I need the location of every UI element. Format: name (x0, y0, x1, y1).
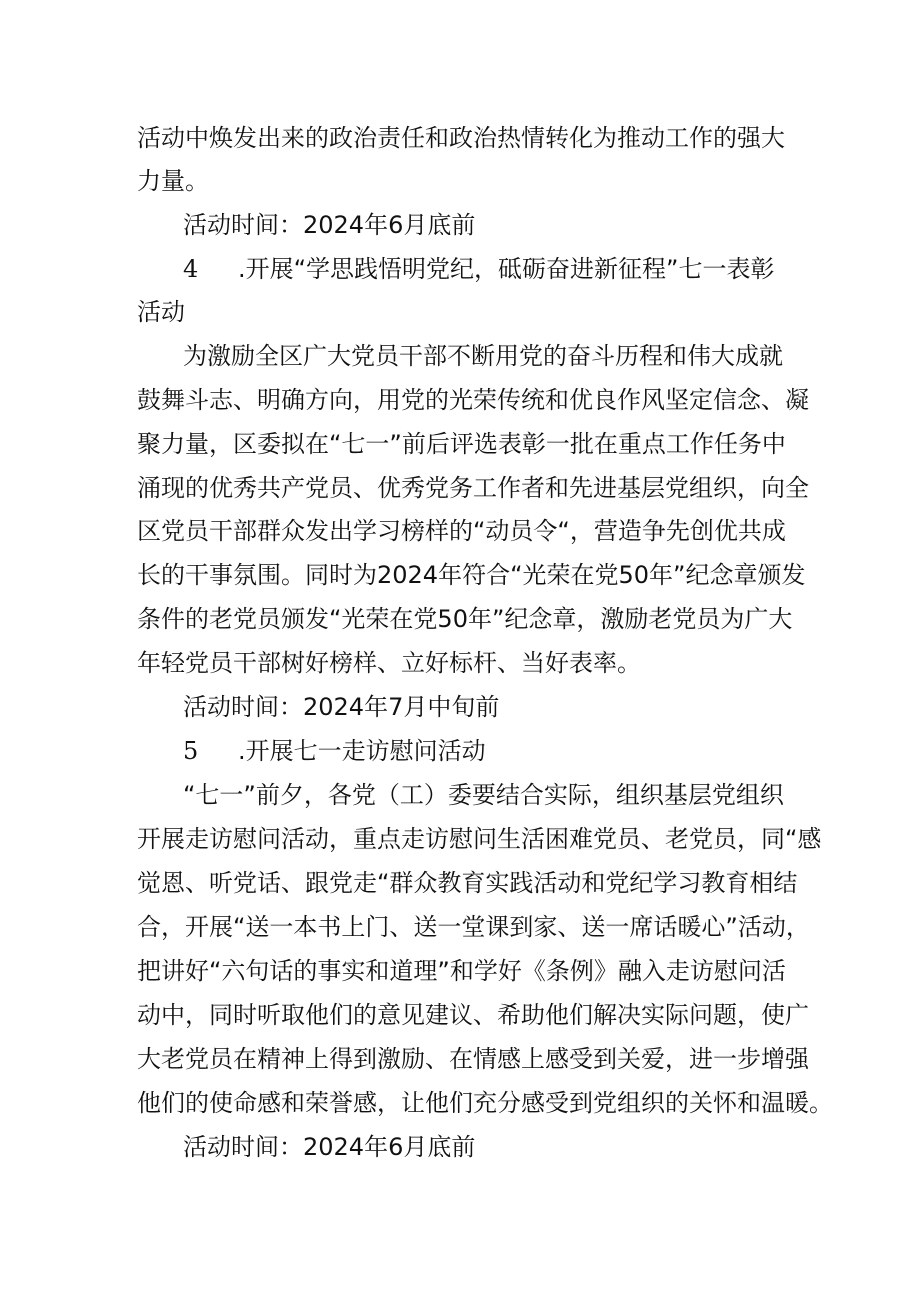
activity-time-1: 活动时间：2024年6月底前 (183, 211, 476, 239)
paragraph-5-line-7: 大老党员在精神上得到激励、在情感上感受到关爱，进一步增强 (137, 1045, 809, 1073)
item-4-title-line-1: .开展“学思践悟明党纪，砥砺奋进新征程”七一表彰 (238, 255, 775, 283)
paragraph-4-line-8: 年轻党员干部树好榜样、立好标杆、当好表率。 (137, 649, 641, 677)
continuation-line-2: 力量。 (137, 167, 209, 195)
paragraph-4-line-2: 鼓舞斗志、明确方向，用党的光荣传统和优良作风坚定信念、凝 (137, 386, 809, 414)
activity-time-3: 活动时间：2024年6月底前 (183, 1133, 476, 1161)
paragraph-4-line-1: 为激励全区广大党员干部不断用党的奋斗历程和伟大成就 (183, 342, 783, 370)
paragraph-4-line-7: 条件的老党员颁发“光荣在党50年”纪念章，激励老党员为广大 (137, 605, 793, 633)
item-5-number: 5 (183, 737, 199, 765)
item-4-number: 4 (183, 255, 199, 283)
paragraph-4-line-4: 涌现的优秀共产党员、优秀党务工作者和先进基层党组织，向全 (137, 474, 809, 502)
continuation-line-1: 活动中焕发出来的政治责任和政治热情转化为推动工作的强大 (137, 124, 785, 152)
paragraph-5-line-1: “七一”前夕，各党（工）委要结合实际，组织基层党组织 (183, 781, 784, 809)
paragraph-4-line-3: 聚力量，区委拟在“七一”前后评选表彰一批在重点工作任务中 (137, 430, 786, 458)
paragraph-5-line-3: 觉恩、听党话、跟党走“群众教育实践活动和党纪学习教育相结 (137, 869, 798, 897)
paragraph-4-line-6: 长的干事氛围。同时为2024年符合“光荣在党50年”纪念章颁发 (137, 561, 806, 589)
item-4-title-line-2: 活动 (137, 298, 185, 326)
paragraph-5-line-6: 动中，同时听取他们的意见建议、希助他们解决实际问题，使广 (137, 1001, 809, 1029)
paragraph-4-line-5: 区党员干部群众发出学习榜样的“动员令“，营造争先创优共成 (137, 517, 786, 545)
activity-time-2: 活动时间：2024年7月中旬前 (183, 693, 500, 721)
item-5-title: .开展七一走访慰问活动 (238, 737, 486, 765)
paragraph-5-line-8: 他们的使命感和荣誉感，让他们充分感受到党组织的关怀和温暖。 (137, 1089, 833, 1117)
paragraph-5-line-2: 开展走访慰问活动，重点走访慰问生活困难党员、老党员，同“感 (137, 825, 822, 853)
paragraph-5-line-5: 把讲好“六句话的事实和道理”和学好《条例》融入走访慰问活 (137, 957, 786, 985)
paragraph-5-line-4: 合，开展“送一本书上门、送一堂课到家、送一席话暖心”活动， (137, 913, 810, 941)
